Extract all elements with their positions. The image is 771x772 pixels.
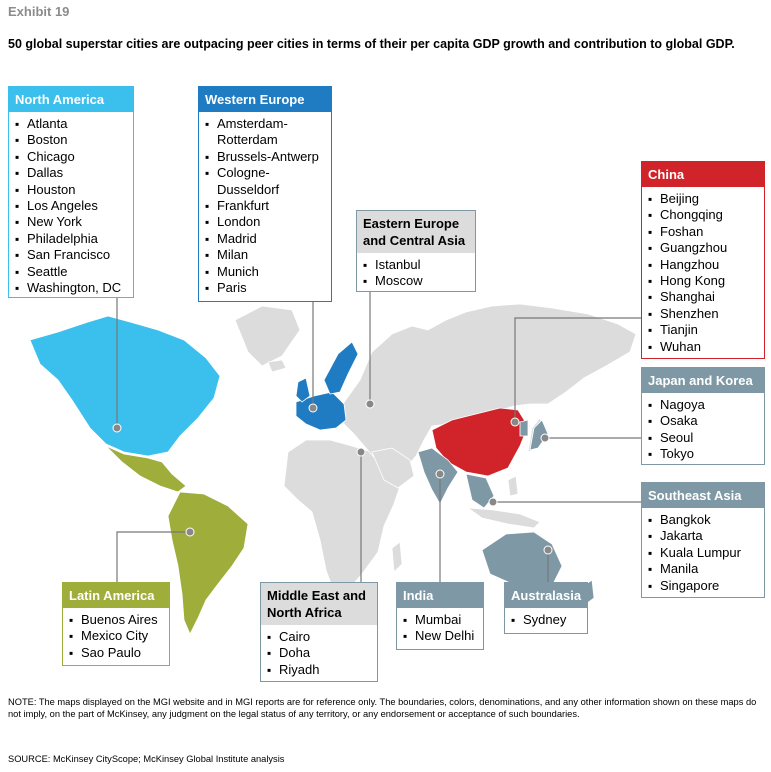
headline: 50 global superstar cities are outpacing peer cities in terms of their per capita GDP growth and contribution to global GDP. bbox=[8, 37, 735, 51]
latin-america-list bbox=[63, 608, 169, 664]
western-europe-list bbox=[199, 112, 331, 299]
list-item: ▪ Guangzhou bbox=[648, 240, 758, 256]
list-item: ▪ Tianjin bbox=[648, 322, 758, 338]
list-item: ▪ New Delhi bbox=[403, 628, 477, 644]
indonesia-shape bbox=[468, 508, 540, 528]
marker-north-america bbox=[113, 424, 121, 432]
india-list bbox=[397, 608, 483, 648]
china-list bbox=[642, 187, 764, 358]
list-item: ▪ Sydney bbox=[511, 612, 581, 628]
greenland-shape bbox=[235, 306, 300, 366]
eastern-europe-title bbox=[357, 211, 475, 253]
list-item: ▪ Madrid bbox=[205, 231, 325, 247]
list-item: ▪ Doha bbox=[267, 645, 371, 661]
list-item: ▪ Chicago bbox=[15, 149, 127, 165]
marker-japan bbox=[541, 434, 549, 442]
list-item: ▪ Paris bbox=[205, 280, 325, 296]
india-title: India bbox=[397, 583, 483, 608]
list-item: ▪ Atlanta bbox=[15, 116, 127, 132]
list-item: ▪ Hong Kong bbox=[648, 273, 758, 289]
latin-america-box bbox=[62, 582, 170, 666]
list-item: ▪ Amsterdam- bbox=[205, 116, 325, 132]
eastern-europe-list bbox=[357, 253, 475, 293]
western-europe-box bbox=[198, 86, 332, 302]
marker-eastern-europe bbox=[366, 400, 374, 408]
list-item: ▪ San Francisco bbox=[15, 247, 127, 263]
list-item: ▪ Chongqing bbox=[648, 207, 758, 223]
list-item: ▪ Mumbai bbox=[403, 612, 477, 628]
japan-korea-box bbox=[641, 367, 765, 465]
list-item: ▪ Los Angeles bbox=[15, 198, 127, 214]
korea-shape bbox=[520, 420, 528, 436]
marker-india bbox=[436, 470, 444, 478]
china-title: China bbox=[642, 162, 764, 187]
middle-east-title-line1: Middle East and bbox=[267, 588, 366, 603]
list-item: ▪ Foshan bbox=[648, 224, 758, 240]
list-item: ▪ Cologne- bbox=[205, 165, 325, 181]
list-item: ▪ Moscow bbox=[363, 273, 469, 289]
eastern-europe-box bbox=[356, 210, 476, 292]
list-item: ▪ Jakarta bbox=[648, 528, 758, 544]
eastern-europe-title-line2: and Central Asia bbox=[363, 233, 466, 248]
list-item: ▪ Brussels-Antwerp bbox=[205, 149, 325, 165]
marker-middle-east bbox=[357, 448, 365, 456]
australasia-title: Australasia bbox=[505, 583, 587, 608]
philippines-shape bbox=[508, 476, 518, 496]
list-item: ▪ New York bbox=[15, 214, 127, 230]
list-item: ▪ Manila bbox=[648, 561, 758, 577]
list-item: ▪ Tokyo bbox=[648, 446, 758, 462]
middle-east-title-line2: North Africa bbox=[267, 605, 342, 620]
southeast-asia-list bbox=[642, 508, 764, 597]
list-item: ▪ Shanghai bbox=[648, 289, 758, 305]
australasia-box bbox=[504, 582, 588, 634]
source-line: SOURCE: McKinsey CityScope; McKinsey Global Institute analysis bbox=[8, 754, 285, 764]
list-item: ▪ Philadelphia bbox=[15, 231, 127, 247]
list-item: ▪ Houston bbox=[15, 182, 127, 198]
iceland-shape bbox=[268, 360, 286, 372]
list-item: ▪ Bangkok bbox=[648, 512, 758, 528]
list-item: ▪ Hangzhou bbox=[648, 257, 758, 273]
list-item: ▪ Riyadh bbox=[267, 662, 371, 678]
marker-latin-america bbox=[186, 528, 194, 536]
scandinavia-shape bbox=[324, 342, 358, 394]
north-america-title: North America bbox=[9, 87, 133, 112]
list-item: Dusseldorf bbox=[217, 181, 280, 197]
southeast-asia-box bbox=[641, 482, 765, 598]
list-item: ▪ Milan bbox=[205, 247, 325, 263]
eastern-europe-title-line1: Eastern Europe bbox=[363, 216, 460, 231]
list-item: ▪ Seoul bbox=[648, 430, 758, 446]
marker-china bbox=[511, 418, 519, 426]
japan-korea-title: Japan and Korea bbox=[642, 368, 764, 393]
list-item: ▪ Dallas bbox=[15, 165, 127, 181]
list-item: ▪ Buenos Aires bbox=[69, 612, 163, 628]
japan-korea-list bbox=[642, 393, 764, 466]
list-item: ▪ Istanbul bbox=[363, 257, 469, 273]
australasia-list bbox=[505, 608, 587, 631]
list-item: ▪ Singapore bbox=[648, 578, 758, 594]
list-item: ▪ Munich bbox=[205, 264, 325, 280]
list-item: ▪ Mexico City bbox=[69, 628, 163, 644]
india-box bbox=[396, 582, 484, 650]
south-america-shape bbox=[168, 492, 248, 634]
marker-australasia bbox=[544, 546, 552, 554]
marker-southeast-asia bbox=[489, 498, 497, 506]
list-item: ▪ Cairo bbox=[267, 629, 371, 645]
list-item: ▪ Beijing bbox=[648, 191, 758, 207]
exhibit-label: Exhibit 19 bbox=[8, 4, 70, 19]
list-item: ▪ Seattle bbox=[15, 264, 127, 280]
middle-east-title bbox=[261, 583, 377, 625]
middle-east-box bbox=[260, 582, 378, 682]
list-item: Rotterdam bbox=[217, 132, 278, 148]
list-item: ▪ Kuala Lumpur bbox=[648, 545, 758, 561]
list-item: ▪ London bbox=[205, 214, 325, 230]
marker-western-europe bbox=[309, 404, 317, 412]
list-item: ▪ Frankfurt bbox=[205, 198, 325, 214]
footnote: NOTE: The maps displayed on the MGI website and in MGI reports are for reference only. The boundaries, colors, denominations, and any other information shown on these maps do not imply, on the part of McKinsey, any judgment on the legal status of any territory, or any endorsement or acceptance of such boundaries. bbox=[8, 697, 757, 719]
north-america-shape bbox=[30, 316, 220, 456]
southeast-asia-title: Southeast Asia bbox=[642, 483, 764, 508]
list-item: ▪ Shenzhen bbox=[648, 306, 758, 322]
china-box bbox=[641, 161, 765, 359]
madagascar-shape bbox=[392, 542, 402, 572]
north-america-list bbox=[9, 112, 133, 299]
list-item: ▪ Wuhan bbox=[648, 339, 758, 355]
middle-east-list bbox=[261, 625, 377, 681]
western-europe-title: Western Europe bbox=[199, 87, 331, 112]
list-item: ▪ Osaka bbox=[648, 413, 758, 429]
north-america-box bbox=[8, 86, 134, 298]
list-item: ▪ Boston bbox=[15, 132, 127, 148]
latin-america-title: Latin America bbox=[63, 583, 169, 608]
list-item: ▪ Nagoya bbox=[648, 397, 758, 413]
list-item: ▪ Sao Paulo bbox=[69, 645, 163, 661]
list-item: ▪ Washington, DC bbox=[15, 280, 127, 296]
